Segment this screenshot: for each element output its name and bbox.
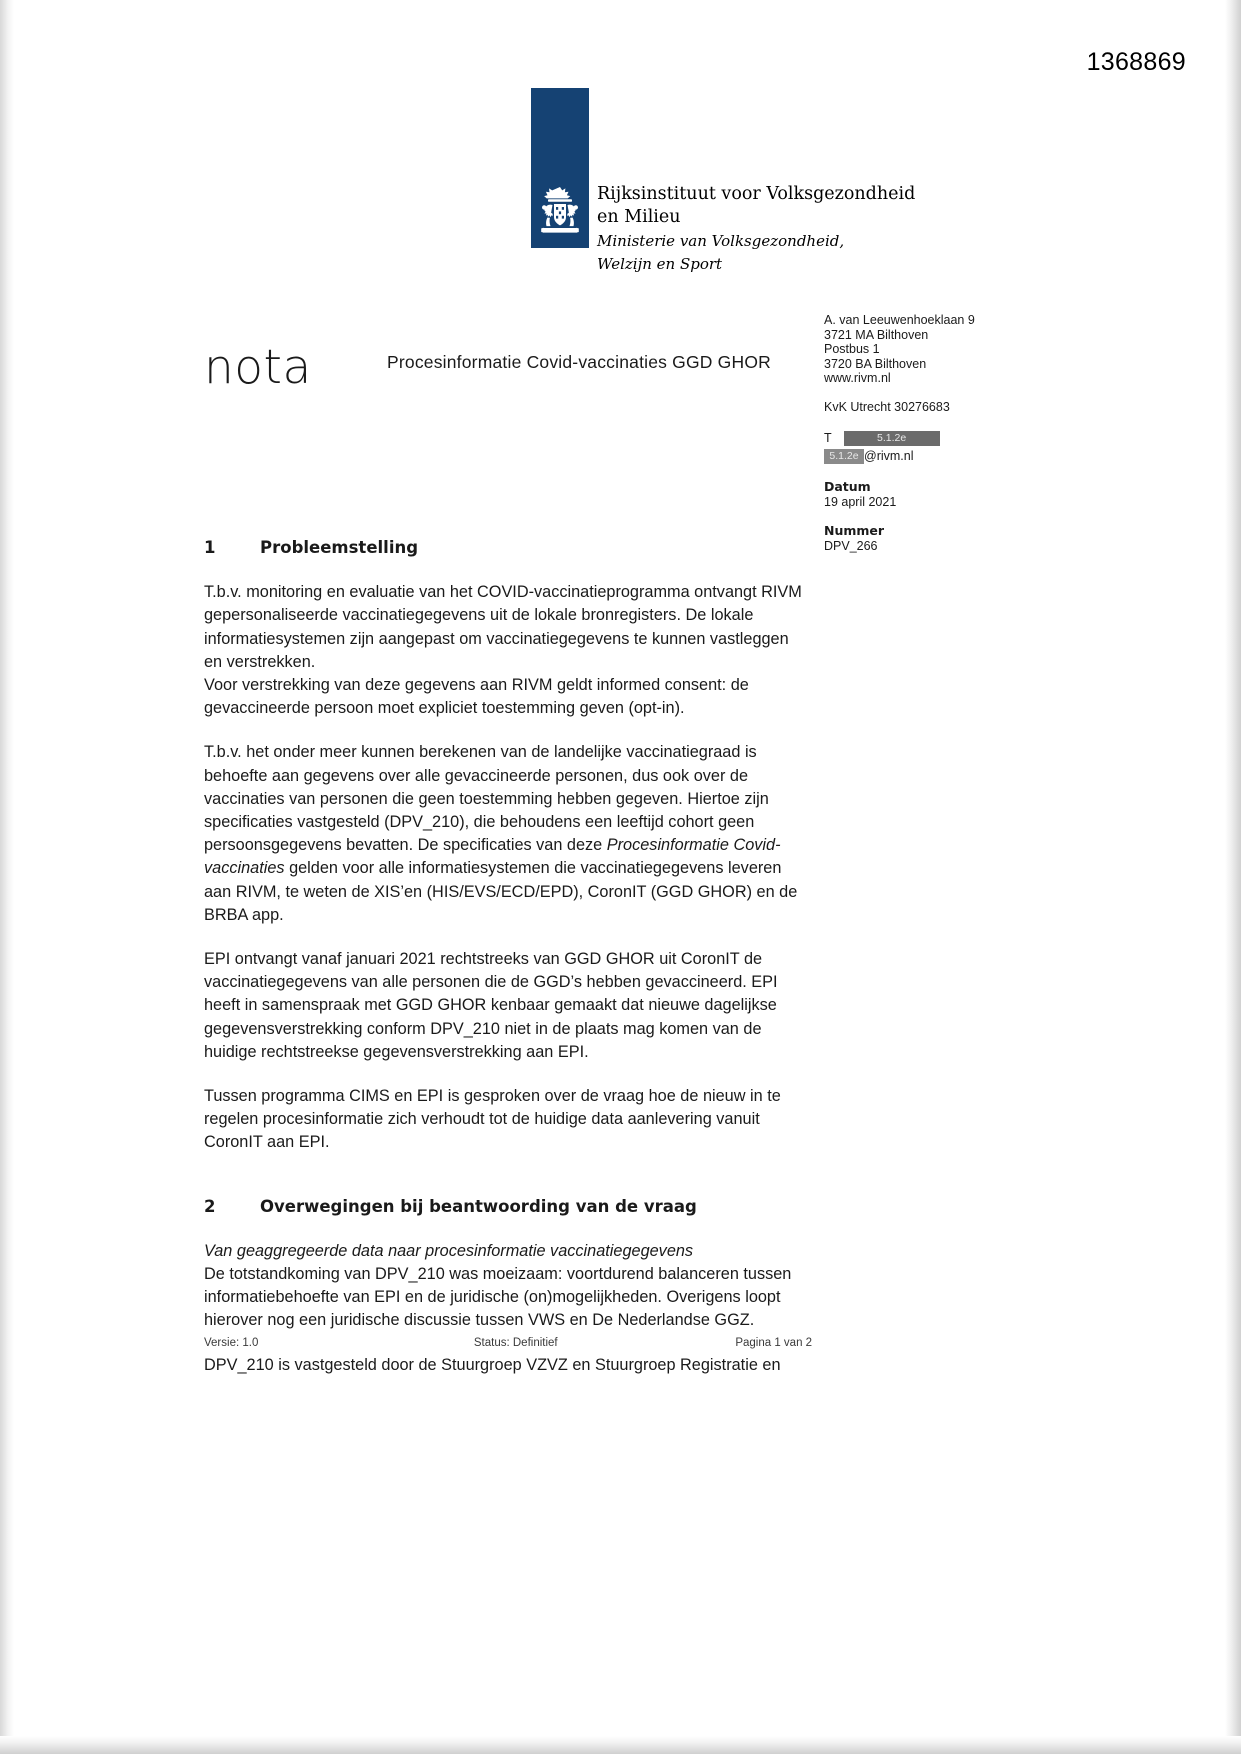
kvk-number: KvK Utrecht 30276683	[824, 399, 950, 414]
section-heading-1	[204, 536, 804, 559]
paragraph: EPI ontvangt vanaf januari 2021 rechtstreeks van GGD GHOR uit CoronIT de vaccinatiegegevens van alle personen die de GGD’s hebben gevaccineerd. EPI heeft in samenspraak met GGD GHOR kenbaar gemaakt dat nieuwe dagelijkse gegevensverstrekking conform DPV_210 niet in de plaats mag komen van de huidige rechtstreekse gegevensverstrekking aan EPI.	[204, 950, 778, 1061]
footer-pagination: Pagina 1 van 2	[735, 1337, 813, 1349]
address-line: 3720 BA Bilthoven	[824, 356, 927, 371]
logo-organisation-line-2: en Milieu	[597, 207, 681, 227]
page-edge-shadow-left	[0, 0, 14, 1754]
logo-ministry-line-1: Ministerie van Volksgezondheid,	[597, 232, 845, 250]
phone-row	[824, 429, 1104, 447]
paragraph: Voor verstrekking van deze gegevens aan RIVM geldt informed consent: de gevaccineerde persoon moet expliciet toestemming geven (opt-in).	[204, 676, 749, 718]
paragraph: T.b.v. monitoring en evaluatie van het COVID-vaccinatieprogramma ontvangt RIVM gepersonaliseerde vaccinatiegegevens uit de lokale bronregisters. De lokale informatiesystemen zijn aangepast om vaccinatiegegevens te kunnen vastleggen en verstrekken.	[204, 583, 802, 671]
document-body	[204, 536, 804, 1398]
document-meta-column	[824, 313, 1104, 568]
paragraph-text-part: gelden voor alle informatiesystemen die vaccinatiegegevens leveren aan RIVM, te weten de XIS’en (HIS/EVS/ECD/EPD), CoronIT (GGD GHOR) en de BRBA app.	[204, 859, 798, 924]
address-line: Postbus 1	[824, 342, 880, 357]
number-value: DPV_266	[824, 539, 878, 554]
date-block	[824, 479, 1104, 510]
section-number-1: 1	[204, 538, 216, 557]
section-number-2: 2	[204, 1196, 216, 1216]
logo-organisation-line-1: Rijksinstituut voor Volksgezondheid	[597, 184, 916, 204]
logo-ministry-line-2: Welzijn en Sport	[597, 255, 723, 273]
email-domain: @rivm.nl	[864, 448, 914, 463]
section-heading-2	[204, 1195, 804, 1218]
footer-version: Versie: 1.0	[204, 1337, 259, 1349]
footer-status: Status: Definitief	[473, 1337, 558, 1349]
dutch-coat-of-arms-icon	[535, 184, 585, 242]
number-label: Nummer	[824, 523, 885, 539]
document-type-label: nota	[204, 340, 312, 395]
paragraph: Tussen programma CIMS en EPI is gesproken over de vraag hoe de nieuw in te regelen procesinformatie zich verhoudt tot de huidige data aanlevering vanuit CoronIT aan EPI.	[204, 1087, 781, 1152]
website-url: www.rivm.nl	[824, 371, 891, 386]
number-block	[824, 523, 1104, 554]
page-edge-shadow-bottom	[0, 1736, 1241, 1754]
address-line: 3721 MA Bilthoven	[824, 327, 929, 342]
page-edge-shadow-right	[1225, 0, 1241, 1754]
section-title-2: Overwegingen bij beantwoording van de vraag	[260, 1196, 697, 1216]
email-row	[824, 447, 1104, 465]
document-subject: Procesinformatie Covid-vaccinaties GGD GHOR	[387, 352, 771, 372]
date-label: Datum	[824, 478, 871, 494]
redaction-email: 5.1.2e	[824, 449, 864, 464]
paragraph: DPV_210 is vastgesteld door de Stuurgroep VZVZ en Stuurgroep Registratie en	[204, 1355, 781, 1374]
section-title-1: Probleemstelling	[260, 538, 419, 557]
phone-label: T	[824, 430, 832, 445]
address-line: A. van Leeuwenhoeklaan 9	[824, 313, 975, 327]
paragraph: De totstandkoming van DPV_210 was moeizaam: voortdurend balanceren tussen informatiebehoefte van EPI en de juridische (on)mogelijkheden. Overigens loopt hierover nog een juridische discussie tussen VWS en De Nederlandse GGZ.	[204, 1265, 792, 1330]
paragraph-emphasis: Procesinformatie Covid-vaccinaties	[204, 836, 781, 878]
address-block	[824, 313, 1104, 386]
paragraph	[204, 741, 804, 927]
subsection-heading: Van geaggregeerde data naar procesinformatie vaccinatiegegevens	[204, 1241, 694, 1260]
redaction-phone: 5.1.2e	[844, 431, 940, 446]
contact-block	[824, 429, 1104, 465]
chamber-of-commerce-block	[824, 400, 1104, 415]
rivm-logo	[531, 88, 951, 273]
date-value: 19 april 2021	[824, 494, 897, 509]
document-number-stamp: 1368869	[1086, 48, 1186, 76]
page-footer	[204, 1337, 904, 1349]
paragraph-text-part: T.b.v. het onder meer kunnen berekenen van de landelijke vaccinatiegraad is behoefte aan gegevens over alle gevaccineerde personen, dus ook over de vaccinaties van personen die geen toestemming hebben gegeven. Hiertoe zijn specificaties vastgesteld (DPV_210), die behoudens een leeftijd cohort geen persoonsgegevens bevatten. De specificaties van deze	[204, 743, 769, 855]
logo-wordmark	[597, 183, 947, 275]
